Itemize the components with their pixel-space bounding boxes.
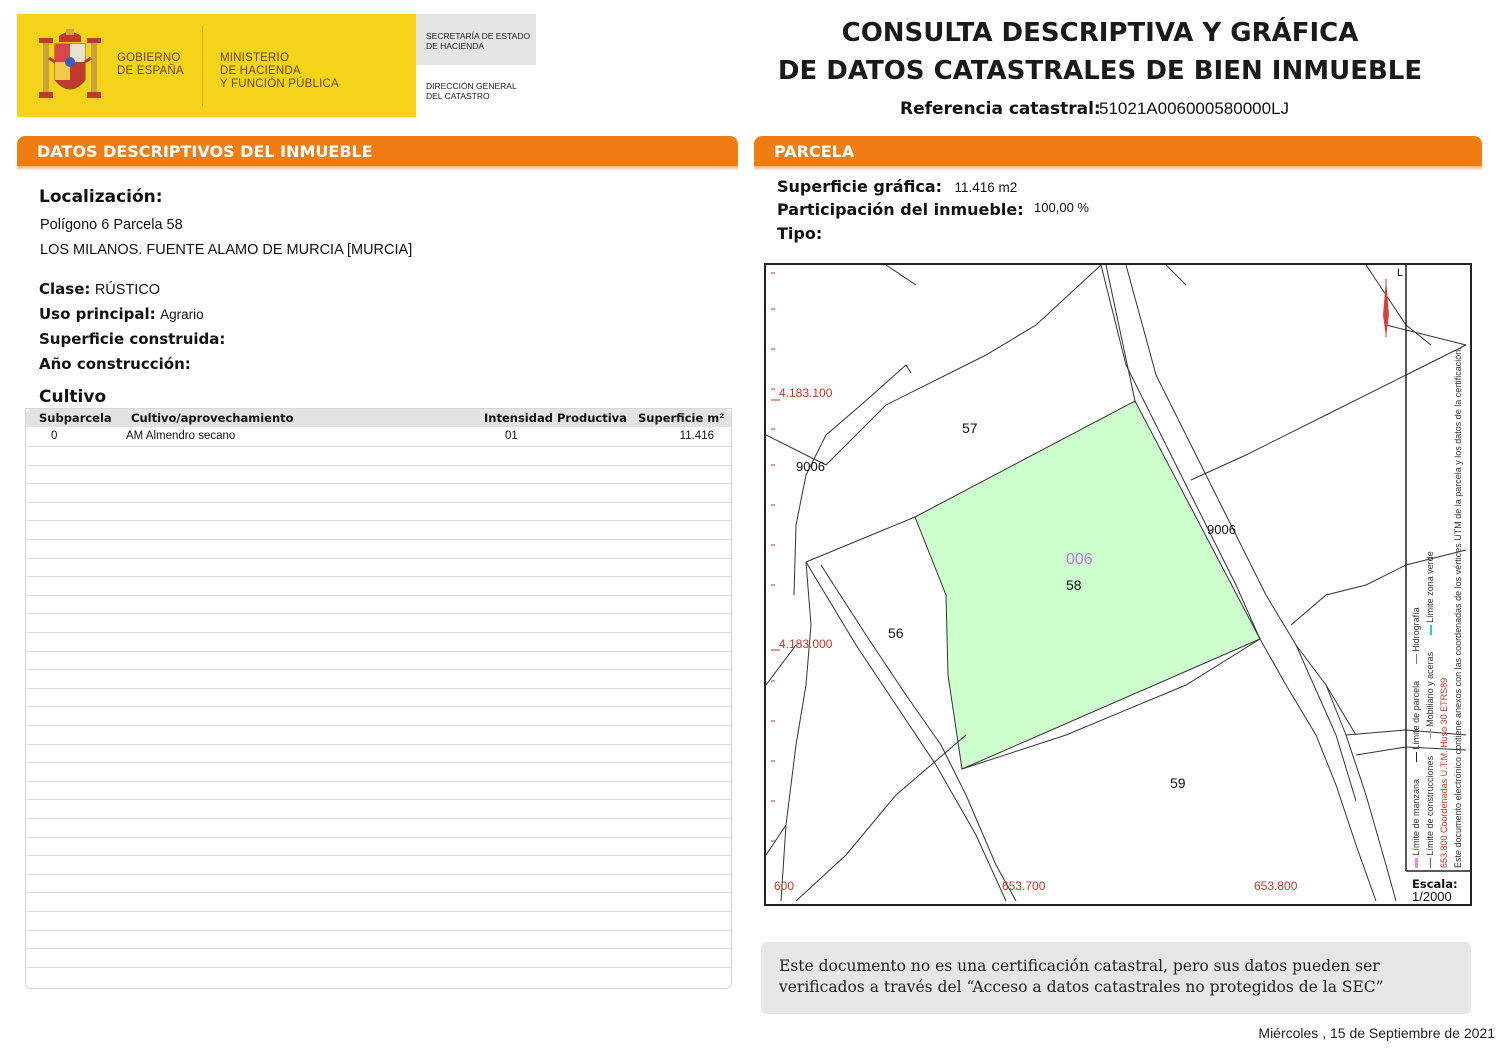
table-row-line	[26, 706, 731, 707]
clase-row	[39, 280, 160, 299]
cell-cultivo: AM Almendro secano	[126, 430, 236, 442]
title-line-1: CONSULTA DESCRIPTIVA Y GRÁFICA	[841, 18, 1359, 48]
north-label: L	[1397, 267, 1404, 279]
clase-label: Clase:	[39, 280, 91, 298]
cadastral-reference	[900, 99, 1290, 119]
th-subparcela: Subparcela	[39, 411, 112, 425]
sup-grafica-value: 11.416 m2	[954, 180, 1018, 195]
scale-value: 1/2000	[1412, 889, 1452, 904]
map-drawing	[766, 265, 1470, 904]
legend-row-1	[1409, 270, 1423, 868]
parcel-56-label[interactable]: 56	[888, 625, 904, 641]
legend-coords: 653.800 Coordenadas U.T.M. Huso 30 ETRS89	[1439, 677, 1449, 868]
legend-doc: Este documento electrónico contiene anexos con las coordenadas de los vértices UTM de la parcela y los datos de la certificación.	[1453, 347, 1463, 868]
descriptive-section-title: DATOS DESCRIPTIVOS DEL INMUEBLE	[37, 142, 373, 161]
legend-verde-swatch	[1430, 625, 1432, 635]
ministry-line-3: Y FUNCIÓN PÚBLICA	[220, 78, 339, 90]
legend-mobiliario-swatch	[1430, 729, 1431, 739]
north-arrow-icon	[1383, 279, 1389, 337]
table-header	[26, 409, 731, 427]
gov-divider	[202, 26, 203, 106]
scale-label: Escala:	[1412, 877, 1458, 891]
table-row-line	[26, 874, 731, 875]
ref-label: Referencia catastral:	[900, 99, 1101, 119]
disclaimer-box	[761, 942, 1471, 1014]
participacion-row	[777, 200, 1089, 220]
legend-manzana: Límite de manzana	[1411, 778, 1421, 856]
table-row-line	[26, 558, 731, 559]
table-row-line	[26, 744, 731, 745]
table-row-line	[26, 669, 731, 670]
table-row-line	[26, 781, 731, 782]
road-9006-left: 9006	[796, 459, 825, 474]
descriptive-section-header	[17, 136, 738, 167]
footer-date: Miércoles , 15 de Septiembre de 2021	[1258, 1025, 1495, 1041]
coord-y1: 4.183.100	[779, 386, 833, 400]
table-row-line	[26, 855, 731, 856]
direction-line-1: DIRECCIÓN GENERAL	[426, 81, 517, 91]
tipo-label: Tipo:	[777, 224, 823, 243]
table-row-line	[26, 892, 731, 893]
polygon-number: 006	[1066, 551, 1093, 568]
cultivo-table	[25, 408, 732, 989]
direction-block	[426, 81, 517, 101]
parcel-58-label[interactable]: 58	[1066, 577, 1082, 593]
parcel-57-label[interactable]: 57	[962, 420, 978, 436]
superficie-construida-label: Superficie construida:	[39, 330, 226, 348]
participacion-value: 100,00 %	[1034, 200, 1089, 215]
uso-label: Uso principal:	[39, 305, 156, 323]
ministry-line-1: MINISTERIO	[220, 52, 290, 64]
participacion-label: Participación del inmueble:	[777, 200, 1024, 219]
table-row-line	[26, 911, 731, 912]
table-row-line	[26, 483, 731, 484]
th-superficie: Superficie m²	[638, 411, 725, 425]
table-row-line	[26, 576, 731, 577]
page-title	[760, 14, 1440, 90]
direction-line-2: DEL CATASTRO	[426, 91, 490, 101]
map-legend	[1409, 270, 1467, 868]
legend-construcciones: Límite de construcciones	[1425, 755, 1435, 856]
table-row-line	[26, 725, 731, 726]
table-row-line	[26, 762, 731, 763]
coord-x2: 653.800	[1254, 879, 1298, 893]
title-line-2: DE DATOS CATASTRALES DE BIEN INMUEBLE	[777, 56, 1423, 86]
table-row-line	[26, 539, 731, 540]
legend-hidro-swatch	[1416, 654, 1417, 664]
gov-line-2: DE ESPAÑA	[117, 65, 184, 77]
ministry-line-2: DE HACIENDA	[220, 65, 301, 77]
parcela-section-header	[754, 136, 1482, 167]
table-row-line	[26, 632, 731, 633]
disclaimer-text: Este documento no es una certificación catastral, pero sus datos pueden ser verificados a través del “Acceso a datos catastrales no protegidos de la SEC”	[779, 957, 1384, 996]
coord-y2: 4.183.000	[779, 637, 833, 651]
cell-superficie: 11.416	[679, 430, 714, 442]
uso-value: Agrario	[160, 307, 204, 322]
legend-mobiliario: Mobiliario y aceras	[1425, 651, 1435, 727]
cultivo-title: Cultivo	[39, 387, 107, 407]
cell-subparcela: 0	[51, 430, 58, 442]
table-row-line	[26, 520, 731, 521]
legend-construcciones-swatch	[1430, 858, 1431, 868]
table-row-line	[26, 502, 731, 503]
gov-line-1: GOBIERNO	[117, 52, 181, 64]
table-row-line	[26, 595, 731, 596]
localizacion-label: Localización:	[39, 187, 163, 207]
table-row-line	[26, 799, 731, 800]
table-row-line	[26, 818, 731, 819]
secretary-line-1: SECRETARÍA DE ESTADO	[426, 31, 531, 41]
anio-construccion-label: Año construcción:	[39, 355, 191, 373]
table-row-line	[26, 446, 731, 447]
sup-grafica-label: Superficie gráfica:	[777, 177, 943, 196]
table-row-line	[26, 688, 731, 689]
address-line-1: Polígono 6 Parcela 58	[40, 217, 183, 233]
th-intensidad: Intensidad Productiva	[484, 411, 627, 425]
legend-parcela-swatch	[1416, 752, 1417, 762]
table-row-line	[26, 967, 731, 968]
table-row-line	[26, 651, 731, 652]
uso-row	[39, 305, 204, 324]
road-9006-right: 9006	[1207, 522, 1236, 537]
address-line-2: LOS MILANOS. FUENTE ALAMO DE MURCIA [MURCIA]	[40, 242, 413, 258]
legend-hidro: Hidrografía	[1411, 607, 1421, 652]
table-row-line	[26, 948, 731, 949]
coord-x1: 653.700	[1002, 879, 1046, 893]
clase-value: RÚSTICO	[94, 282, 161, 298]
th-cultivo: Cultivo/aprovechamiento	[131, 411, 294, 425]
secretary-line-2: DE HACIENDA	[426, 41, 485, 51]
cell-intensidad: 01	[505, 430, 518, 442]
legend-verde: Límite zona verde	[1425, 551, 1435, 623]
parcela-section-title: PARCELA	[774, 142, 855, 161]
sup-grafica-row	[777, 177, 1017, 197]
legend-manzana-swatch	[1415, 858, 1418, 868]
table-row-line	[26, 465, 731, 466]
legend-parcela: Límite de parcela	[1411, 680, 1421, 750]
ref-value: 51021A006000580000LJ	[1099, 99, 1290, 118]
government-logo-block	[17, 14, 416, 117]
legend-row-2	[1423, 270, 1437, 868]
coat-of-arms-icon	[35, 28, 105, 104]
secretary-block	[416, 14, 536, 65]
table-row-line	[26, 930, 731, 931]
table-row-line	[26, 613, 731, 614]
coord-x0: 600	[774, 879, 795, 893]
parcel-59-label[interactable]: 59	[1170, 775, 1186, 791]
table-row-line	[26, 837, 731, 838]
cadastral-map[interactable]	[764, 263, 1472, 906]
